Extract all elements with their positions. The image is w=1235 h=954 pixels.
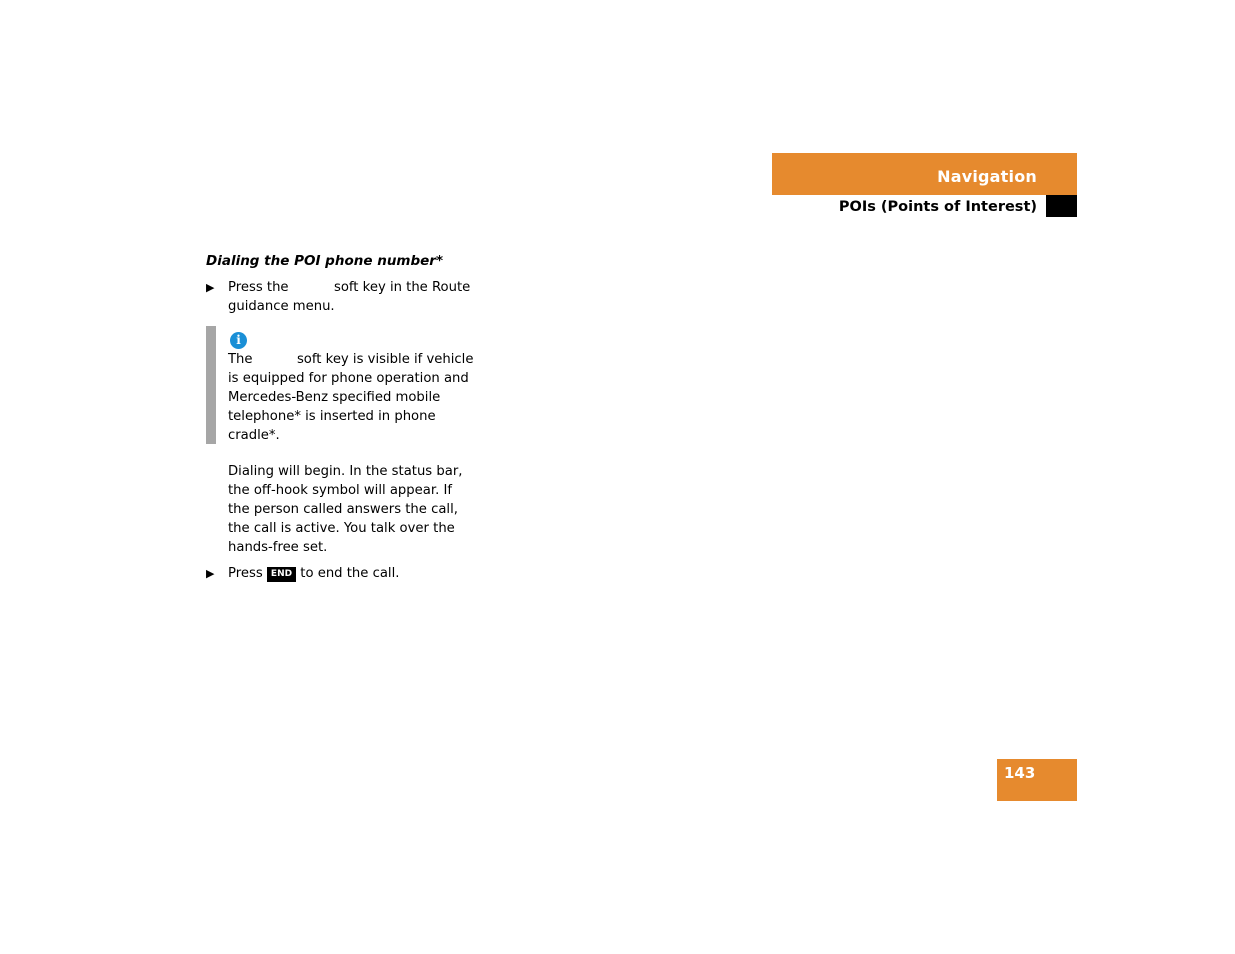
note-text-after: soft key is visible if vehicle is equipped for phone operation and Mercedes-Benz specified mobile telephone* is inserted in phone cradle*.	[228, 352, 474, 443]
page-number: 143	[1004, 764, 1036, 782]
note-text-before: The	[228, 352, 253, 368]
page-number-box	[997, 759, 1077, 801]
triangle-bullet-icon: ▶	[206, 280, 215, 294]
step-press-end	[206, 565, 476, 584]
step-text-after: to end the call.	[300, 566, 400, 582]
note-text	[228, 351, 476, 445]
subsection-marker	[1046, 195, 1077, 217]
triangle-bullet-icon: ▶	[206, 567, 215, 581]
section-title: Navigation	[937, 167, 1037, 186]
note-bar	[206, 326, 216, 444]
end-key-label: END	[267, 567, 296, 582]
section-header-bar	[772, 153, 1077, 195]
step-text-before: Press	[228, 566, 263, 582]
dialing-paragraph: Dialing will begin. In the status bar, the off-hook symbol will appear. If the person called answers the call, the call is active. You talk over the hands-free set.	[228, 464, 463, 555]
content-column	[206, 252, 476, 592]
step-text-before: Press the	[228, 279, 289, 295]
info-note	[206, 332, 476, 445]
step-press-soft-key	[206, 279, 476, 317]
step-text-after: soft key in the Route guidance menu.	[228, 279, 471, 314]
info-icon: i	[230, 332, 247, 349]
subsection-title: POIs (Points of Interest)	[838, 199, 1037, 215]
content-title: Dialing the POI phone number*	[206, 253, 444, 269]
